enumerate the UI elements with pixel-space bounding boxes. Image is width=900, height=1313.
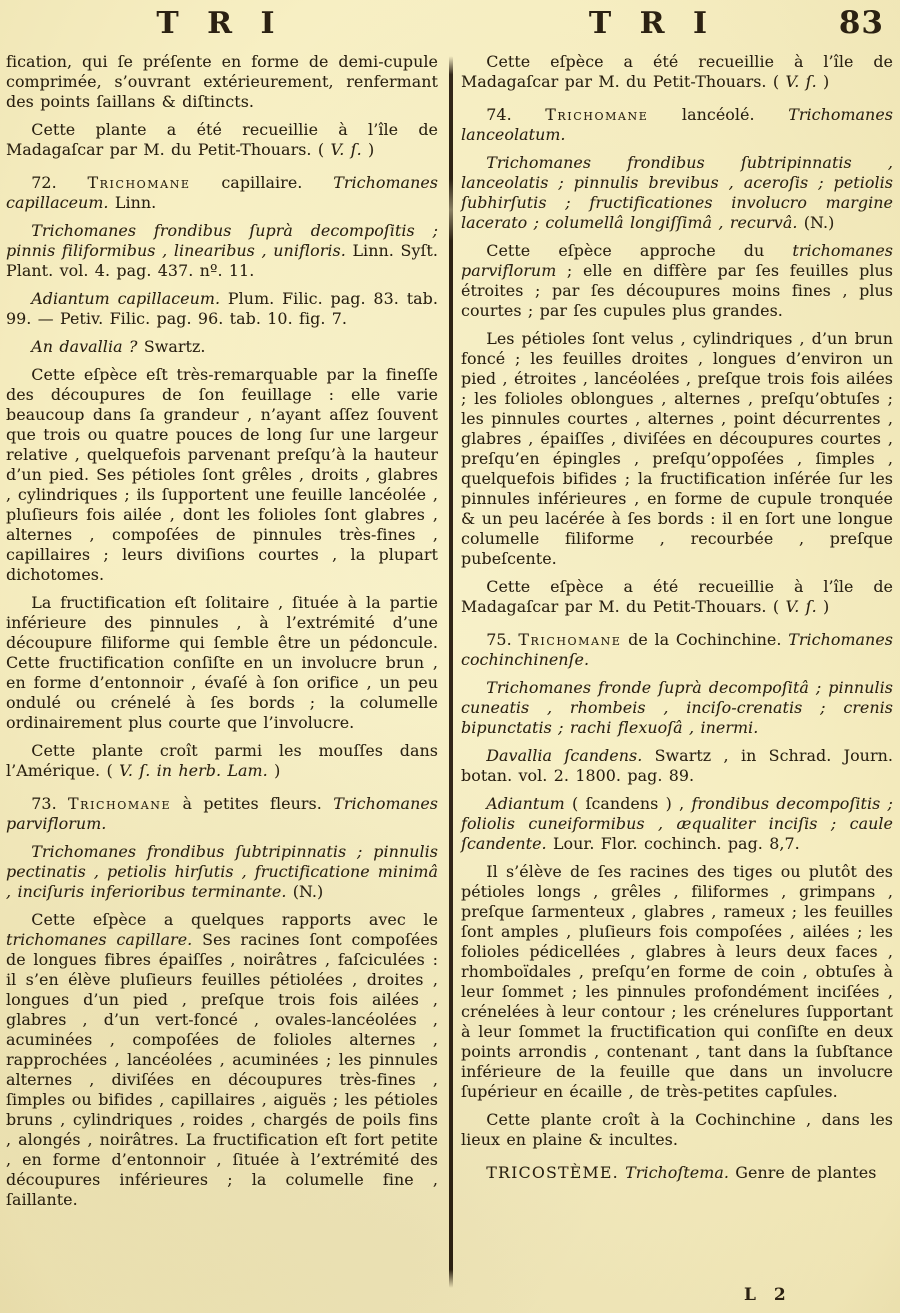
left-column xyxy=(6,52,438,1218)
text-segment: à petites fleurs. xyxy=(171,794,334,813)
latin-diagnosis-73 xyxy=(6,842,438,902)
entry-72-heading xyxy=(6,173,438,213)
text-segment: Trichomane xyxy=(518,630,622,649)
text-segment: frondibus decompoſitis ; foliolis cuneiformibus , æqualiter inciſis ; caule ſcandente. xyxy=(461,794,893,853)
description-75 xyxy=(461,862,893,1102)
text-segment: Trichomane xyxy=(68,794,172,813)
text-segment: 72. xyxy=(31,173,88,192)
signature-mark: L 2 xyxy=(744,1285,792,1305)
comparison-note-74 xyxy=(461,241,893,321)
text-segment: ) xyxy=(816,597,830,616)
column-divider-rule xyxy=(449,56,453,1288)
text-segment: Linn. xyxy=(108,193,157,212)
right-column xyxy=(461,52,893,1191)
text-segment: Cette plante croît parmi les mouſſes dans l’Amérique. ( xyxy=(6,741,438,780)
collection-note-73 xyxy=(461,52,893,92)
text-segment: Trichomanes parviflorum. xyxy=(6,794,439,833)
text-segment: ) xyxy=(267,761,281,780)
text-segment: Cette eſpèce approche du xyxy=(486,241,793,260)
description-73 xyxy=(6,910,438,1210)
entry-75-heading xyxy=(461,630,893,670)
text-segment: V. ſ. in herb. Lam. xyxy=(119,761,268,780)
latin-diagnosis-72 xyxy=(6,221,438,281)
text-segment: Trichomanes capillaceum. xyxy=(6,173,439,212)
text-segment: TRICOSTÈME. xyxy=(486,1163,619,1182)
text-segment: An davallia ? xyxy=(31,337,138,356)
text-segment: fication, qui ſe préſente en forme de demi-cupule comprimée, s’ouvrant extérieurement, renfermant des points ſaillans & diſtincts. xyxy=(6,52,438,111)
text-segment: Cette plante a été recueillie à l’île de Madagaſcar par M. du Petit-Thouars. ( xyxy=(6,120,438,159)
habitat-note-75 xyxy=(461,1110,893,1150)
description-72-foliage xyxy=(6,365,438,585)
text-segment: 74. xyxy=(486,105,546,124)
text-segment: de la Cochinchine. xyxy=(621,630,789,649)
latin-diagnosis-74 xyxy=(461,153,893,233)
text-segment: trichomanes capillare. xyxy=(6,930,193,949)
continuation-paragraph xyxy=(6,52,438,112)
collection-note-74 xyxy=(461,577,893,617)
text-segment: Adiantum capillaceum. xyxy=(31,289,221,308)
text-segment: Lour. Flor. cochinch. pag. 8,7. xyxy=(546,834,800,853)
description-74 xyxy=(461,329,893,569)
synonym-citation-75a xyxy=(461,746,893,786)
text-segment: La fructification eſt ſolitaire , ſituée à la partie inférieure des pinnules , à l’extrémité d’une découpure filiforme qui ſemble être un pédoncule. Cette fructification conſiſte en un involucre brun , en forme d’entonnoir , évaſé à ſon orifice , un peu ondulé ou crénelé à ſes bords ; la columelle ordinairement plus courte que l’involucre. xyxy=(6,593,438,732)
entry-73-heading xyxy=(6,794,438,834)
habitat-note-72 xyxy=(6,741,438,781)
text-segment: V. ſ. xyxy=(785,597,817,616)
latin-diagnosis-75 xyxy=(461,678,893,738)
text-segment: 75. xyxy=(486,630,519,649)
text-segment: V. ſ. xyxy=(330,140,362,159)
text-segment: Cette eſpèce a été recueillie à l’île de Madagaſcar par M. du Petit-Thouars. ( xyxy=(461,577,893,616)
text-segment: Trichomanes frondibus ſubtripinnatis , lanceolatis ; pinnulis brevibus , aceroſis ; petiolis ſubhirſutis ; fructificationes involucro margine lacerato ; columellâ longiſſimâ , recurvâ. xyxy=(461,153,893,232)
text-segment: Cette eſpèce a été recueillie à l’île de Madagaſcar par M. du Petit-Thouars. ( xyxy=(461,52,893,91)
text-segment: (N.) xyxy=(286,882,324,901)
text-segment: ) xyxy=(361,140,375,159)
synonym-citation-72 xyxy=(6,289,438,329)
text-segment: Trichomanes frondibus ſuprà decompoſitis ; pinnis filiformibus , linearibus , unifloris. xyxy=(6,221,438,260)
text-segment: Swartz. xyxy=(137,337,206,356)
collection-note-72 xyxy=(6,120,438,160)
text-segment: Cette eſpèce eſt très-remarquable par la fineſſe des découpures de ſon feuillage : elle varie beaucoup dans ſa grandeur , n’ayant aſſez ſouvent que trois ou quatre pouces de long ſur une largeur relative , quelquefois parvenant preſqu’à la hauteur d’un pied. Ses pétioles ſont grêles , droits , glabres , cylindriques ; ils ſupportent une feuille lancéolée , pluſieurs fois ailée , dont les folioles ſont glabres , alternes , compoſées de pinnules très-fines , capillaires ; leurs diviſions courtes , la plupart dichotomes. xyxy=(6,365,438,584)
text-segment: ; elle en diffère par ſes feuilles plus étroites ; par ſes découpures moins fines , plus courtes ; par ſes cupules plus grandes. xyxy=(461,261,893,320)
text-segment: Trichomane xyxy=(545,105,649,124)
text-segment: Plum. Filic. pag. 83. tab. 99. — Petiv. Filic. pag. 96. tab. 10. fig. 7. xyxy=(6,289,438,328)
text-segment: Cette eſpèce a quelques rapports avec le xyxy=(31,910,438,929)
text-segment: V. ſ. xyxy=(785,72,817,91)
entry-tricosteme-heading xyxy=(461,1163,893,1183)
description-72-fructification xyxy=(6,593,438,733)
text-segment: Linn. Syſt. Plant. vol. 4. pag. 437. nº. 11. xyxy=(6,241,438,280)
text-segment: capillaire. xyxy=(190,173,334,192)
text-segment: Genre de plantes xyxy=(728,1163,877,1182)
text-segment: Cette plante croît à la Cochinchine , dans les lieux en plaine & incultes. xyxy=(461,1110,893,1149)
text-segment: Trichomanes fronde ſuprà decompoſitâ ; pinnulis cuneatis , rhombeis , inciſo-crenatis ; crenis bipunctatis ; rachi flexuoſâ , inermi. xyxy=(461,678,893,737)
text-segment: lancéolé. xyxy=(648,105,789,124)
text-segment: Swartz , in Schrad. Journ. botan. vol. 2. 1800. pag. 89. xyxy=(461,746,893,785)
text-segment: Davallia ſcandens. xyxy=(486,746,643,765)
text-segment: Trichomane xyxy=(87,173,191,192)
text-segment: Trichoſtema. xyxy=(625,1163,729,1182)
text-segment: Trichomanes lanceolatum. xyxy=(461,105,893,144)
text-segment: ( ſcandens ) , xyxy=(564,794,692,813)
text-segment: Les pétioles ſont velus , cylindriques , d’un brun foncé ; les feuilles droites , longues d’environ un pied , étroites , lancéolées , preſque trois fois ailées ; les folioles oblongues , alternes , preſqu’obtuſes ; les pinnules courtes , alternes , point décurrentes , glabres , épaiſſes , diviſées en découpures courtes , preſqu’en épingles , preſqu’oppoſées , ſimples , quelquefois bifides ; la fructification inſérée ſur les pinnules inférieures , en forme de cupule tronquée & un peu lacérée à ſes bords : il en ſort une longue columelle filiforme , recourbée , preſque pubeſcente. xyxy=(461,329,893,568)
text-segment: Il s’élève de ſes racines des tiges ou plutôt des pétioles longs , grêles , filiformes , grimpans , preſque ſarmenteux , glabres , rameux ; les feuilles ſont amples , pluſieurs fois compoſées , ailées ; les folioles pédicellées , glabres à leurs deux faces , rhomboïdales , preſqu’en forme de coin , obtuſes à leur ſommet ; les pinnules profondément inciſées , crénelées à leur contour ; les crénelures ſupportant à leur ſommet la fructification qui conſiſte en deux points arrondis , contenant , tant dans la ſubſtance inférieure de la feuille que dans un involucre ſupérieur en écaille , de très-petites capſules. xyxy=(461,862,893,1101)
text-segment: Trichomanes frondibus ſubtripinnatis ; pinnulis pectinatis , petiolis hirſutis , fructificatione minimâ , inciſuris inferioribus terminante. xyxy=(6,842,438,901)
entry-74-heading xyxy=(461,105,893,145)
text-segment: trichomanes parviflorum xyxy=(461,241,893,280)
synonym-citation-75b xyxy=(461,794,893,854)
running-header-right: T R I xyxy=(588,6,717,41)
running-header-left: T R I xyxy=(156,6,284,41)
text-segment: (N.) xyxy=(797,213,835,232)
page-number: 83 xyxy=(838,5,884,41)
text-segment: Trichomanes cochinchinenſe. xyxy=(461,630,893,669)
text-segment: Ses racines ſont compoſées de longues fibres épaiſſes , noirâtres , faſciculées : il s’en élève pluſieurs feuilles pétiolées , droites , longues d’un pied , preſque trois fois ailées , glabres , d’un vert-foncé , ovales-lancéolées , acuminées , compoſées de folioles alternes , rapprochées , lancéolées , acuminées ; les pinnules alternes , diviſées en découpures très-fines , ſimples ou bifides , capillaires , aiguës ; les pétioles bruns , cylindriques , roides , chargés de poils fins , alongés , noirâtres. La fructification eſt fort petite , en forme d’entonnoir , ſituée à l’extrémité des découpures inférieures ; la columelle fine , ſaillante. xyxy=(6,930,438,1209)
text-segment: Adiantum xyxy=(486,794,565,813)
text-segment: ) xyxy=(816,72,830,91)
query-citation-72 xyxy=(6,337,438,357)
text-segment: 73. xyxy=(31,794,69,813)
